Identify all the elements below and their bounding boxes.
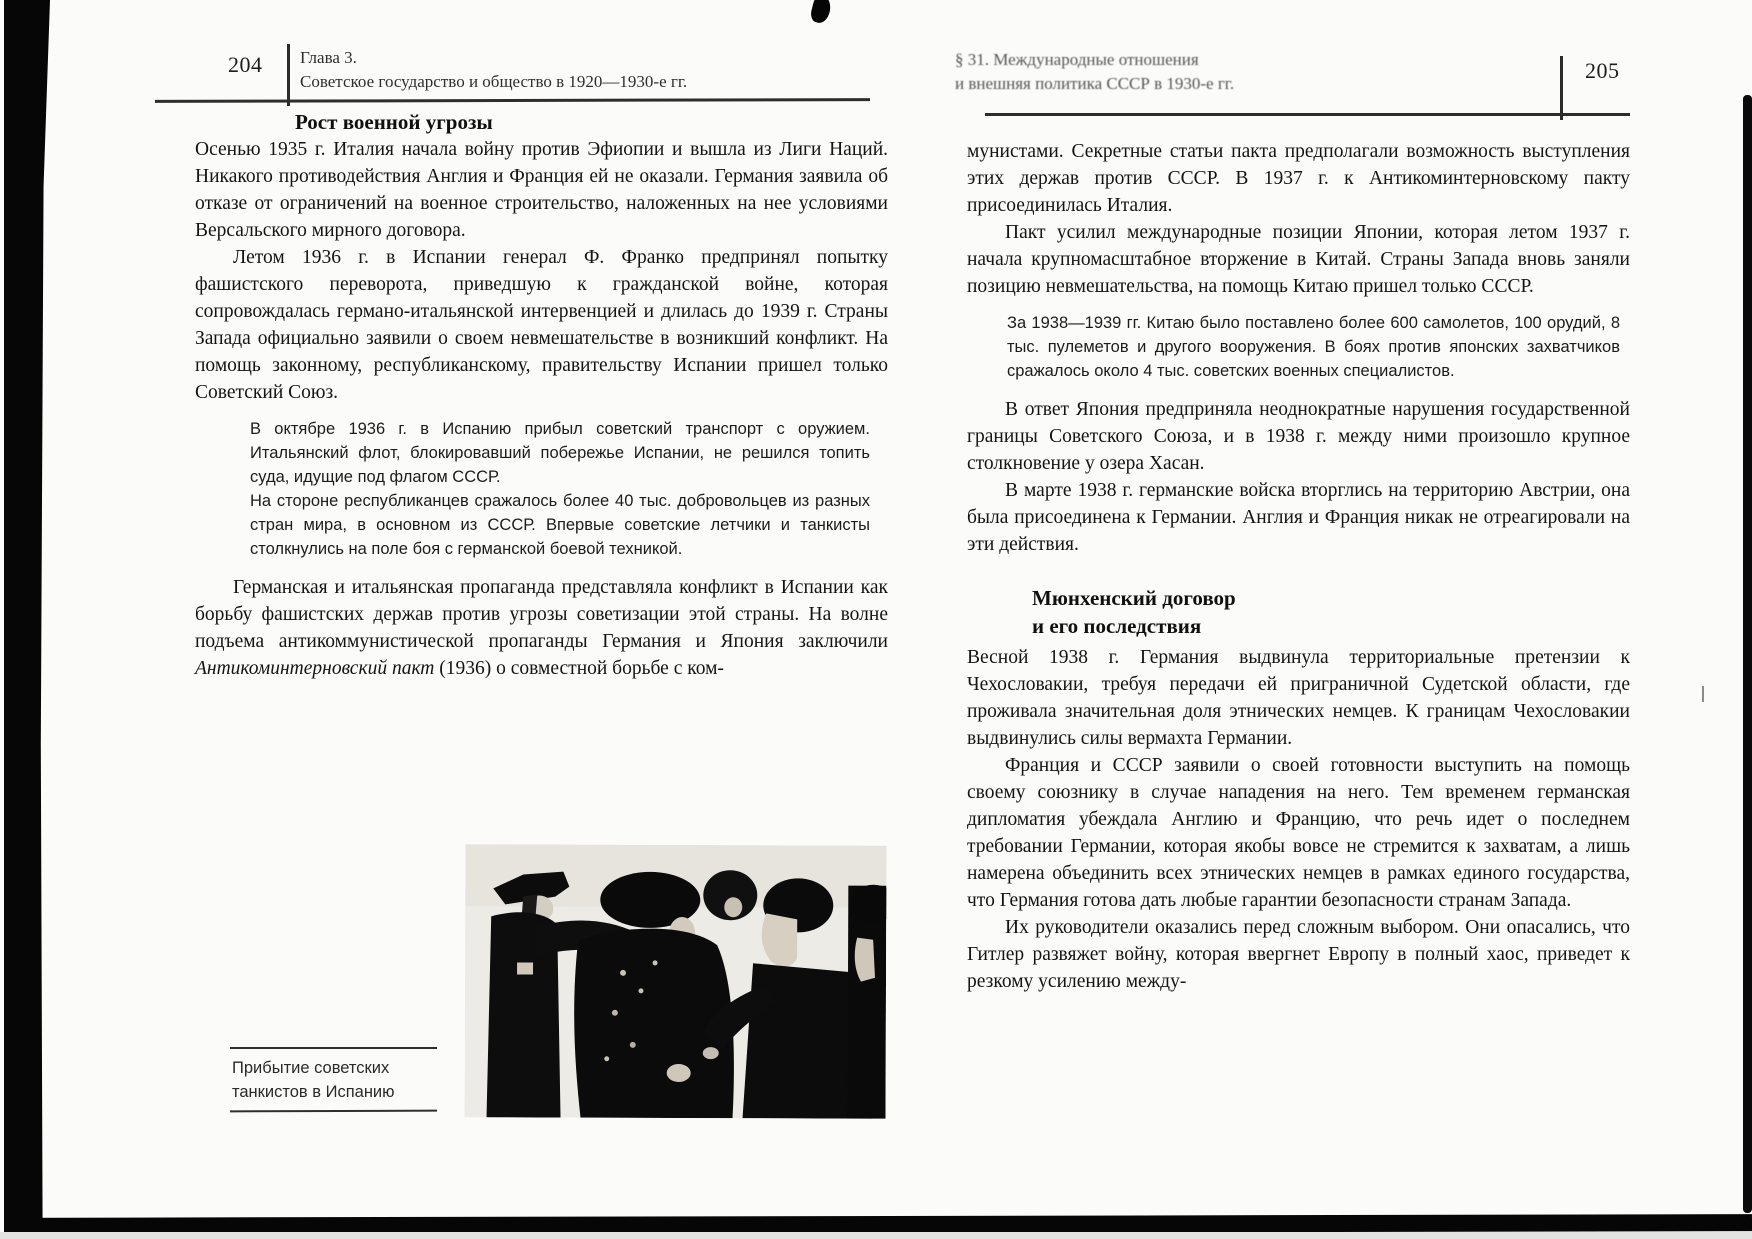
right-running-head-line1: § 31. Международные отношения xyxy=(955,50,1199,69)
left-running-head-line2: Советское государство и общество в 1920—1930-е гг. xyxy=(300,72,688,91)
paragraph: Пакт усилил международные позиции Японии, которая летом 1937 г. начала крупномасштабное вторжение в Китай. Страны Запада вновь заняли позицию невмешательства, на помощь Китаю пришел только СССР. xyxy=(967,222,1630,297)
scan-binding-mark xyxy=(809,0,833,25)
left-header-rule xyxy=(155,98,870,102)
section-heading-munich-agreement xyxy=(1032,584,1630,640)
photo-soviet-tankers-in-spain xyxy=(465,844,887,1118)
paragraph: Летом 1936 г. в Испании генерал Ф. Франко предпринял попытку фашистского переворота, приведшую к гражданской войне, которая сопровождалась германо-итальянской интервенцией и длилась до 1939 г. Страны Запада официально заявили о своем невмешательстве в возникший конфликт. На помощь законному, республиканскому, правительству Испании пришел только Советский Союз. xyxy=(195,247,888,403)
caption-rule-top xyxy=(230,1047,437,1049)
left-running-head-line1: Глава 3. xyxy=(300,48,357,67)
left-header-bar xyxy=(287,44,290,106)
paragraph: В ответ Япония предприняла неоднократные нарушения государственной границы Советского Союза, и в 1938 г. между ними произошло крупное столкновение у озера Хасан. xyxy=(967,399,1630,474)
paragraph xyxy=(195,574,888,682)
inset-paragraph: За 1938—1939 гг. Китаю было поставлено более 600 самолетов, 100 орудий, 8 тыс. пулеметов и другого вооружения. В боях против японских захватчиков сражалось около 4 тыс. советских военных специалистов. xyxy=(1007,314,1620,380)
inset-note-china xyxy=(1007,311,1620,383)
scan-margin-tick xyxy=(1702,686,1704,702)
paragraph: Их руководители оказались перед сложным выбором. Они опасались, что Гитлер развяжет войну, которая ввергнет Европу в полный хаос, приведет к резкому усилению между- xyxy=(967,917,1630,992)
right-running-head xyxy=(955,48,1515,96)
photo-caption-line1: Прибытие советских xyxy=(232,1059,390,1077)
paragraph: Весной 1938 г. Германия выдвинула территориальные претензии к Чехословакии, требуя передачи ей приграничной Судетской области, где проживала значительная доля этнических немцев. К границам Чехословакии выдвинулись силы вермахта Германии. xyxy=(967,647,1630,749)
paragraph: Франция и СССР заявили о своей готовности выступить на помощь своему союзнику в случае нападения на него. Тем временем германская дипломатия убеждала Англию и Францию, что речь идет о последнем требовании Германии, которая якобы вовсе не стремится к захватам, а лишь намерена объединить всех этнических немцев в рамках единого государства, что Германия готова дать любые гарантии безопасности странам Запада. xyxy=(967,755,1630,911)
term-anti-comintern-pact: Антикоминтерновский пакт xyxy=(195,658,435,679)
scan-edge-left xyxy=(4,0,50,1239)
left-text-column xyxy=(195,136,888,682)
paragraph: мунистами. Секретные статьи пакта предполагали возможность выступления этих держав против СССР. В 1937 г. к Антикоминтерновскому пакту присоединилась Италия. xyxy=(967,141,1630,216)
section-heading-line1: Мюнхенский договор xyxy=(1032,586,1236,610)
left-page-number: 204 xyxy=(228,52,263,77)
inset-paragraph: На стороне республиканцев сражалось более 40 тыс. добровольцев из разных стран мира, в основном из СССР. Впервые советские летчики и танкисты столкнулись на поле боя с германской боевой техникой. xyxy=(250,492,870,558)
scan-margin-bottom xyxy=(0,1232,1752,1239)
photo-caption xyxy=(232,1056,452,1104)
paragraph-text: Германская и итальянская пропаганда представляла конфликт в Испании как борьбу фашистских держав против угрозы советизации этой страны. На волне подъема антикоммунистической пропаганды Германия и Япония заключили xyxy=(195,577,888,652)
inset-note-spain xyxy=(250,417,870,561)
right-page-number: 205 xyxy=(1585,58,1620,83)
section-heading-line2: и его последствия xyxy=(1032,614,1202,638)
left-running-head xyxy=(300,46,840,94)
photo-caption-line2: танкистов в Испанию xyxy=(232,1083,395,1101)
right-text-column xyxy=(967,138,1630,995)
right-header-bar xyxy=(1560,56,1563,120)
paragraph-text: (1936) о совместной борьбе с ком- xyxy=(434,658,724,679)
caption-rule-bottom xyxy=(230,1110,437,1113)
right-running-head-line2: и внешняя политика СССР в 1930-е гг. xyxy=(955,74,1235,93)
paragraph: Осенью 1935 г. Италия начала войну против Эфиопии и вышла из Лиги Наций. Никакого противодействия Англия и Франция ей не оказали. Германия заявила об отказе от ограничений на военное строительство, наложенных на нее условиями Версальского мирного договора. xyxy=(195,139,888,241)
scan-edge-right xyxy=(1743,95,1752,1213)
right-header-rule xyxy=(985,113,1630,116)
section-heading-growth-of-war-threat: Рост военной угрозы xyxy=(295,110,493,134)
paragraph: В марте 1938 г. германские войска вторглись на территорию Австрии, она была присоединена к Германии. Англия и Франция никак не отреагировали на эти действия. xyxy=(967,480,1630,555)
inset-paragraph: В октябре 1936 г. в Испанию прибыл советский транспорт с оружием. Итальянский флот, блокировавший побережье Испании, не решился топить суда, идущие под флагом СССР. xyxy=(250,420,870,486)
